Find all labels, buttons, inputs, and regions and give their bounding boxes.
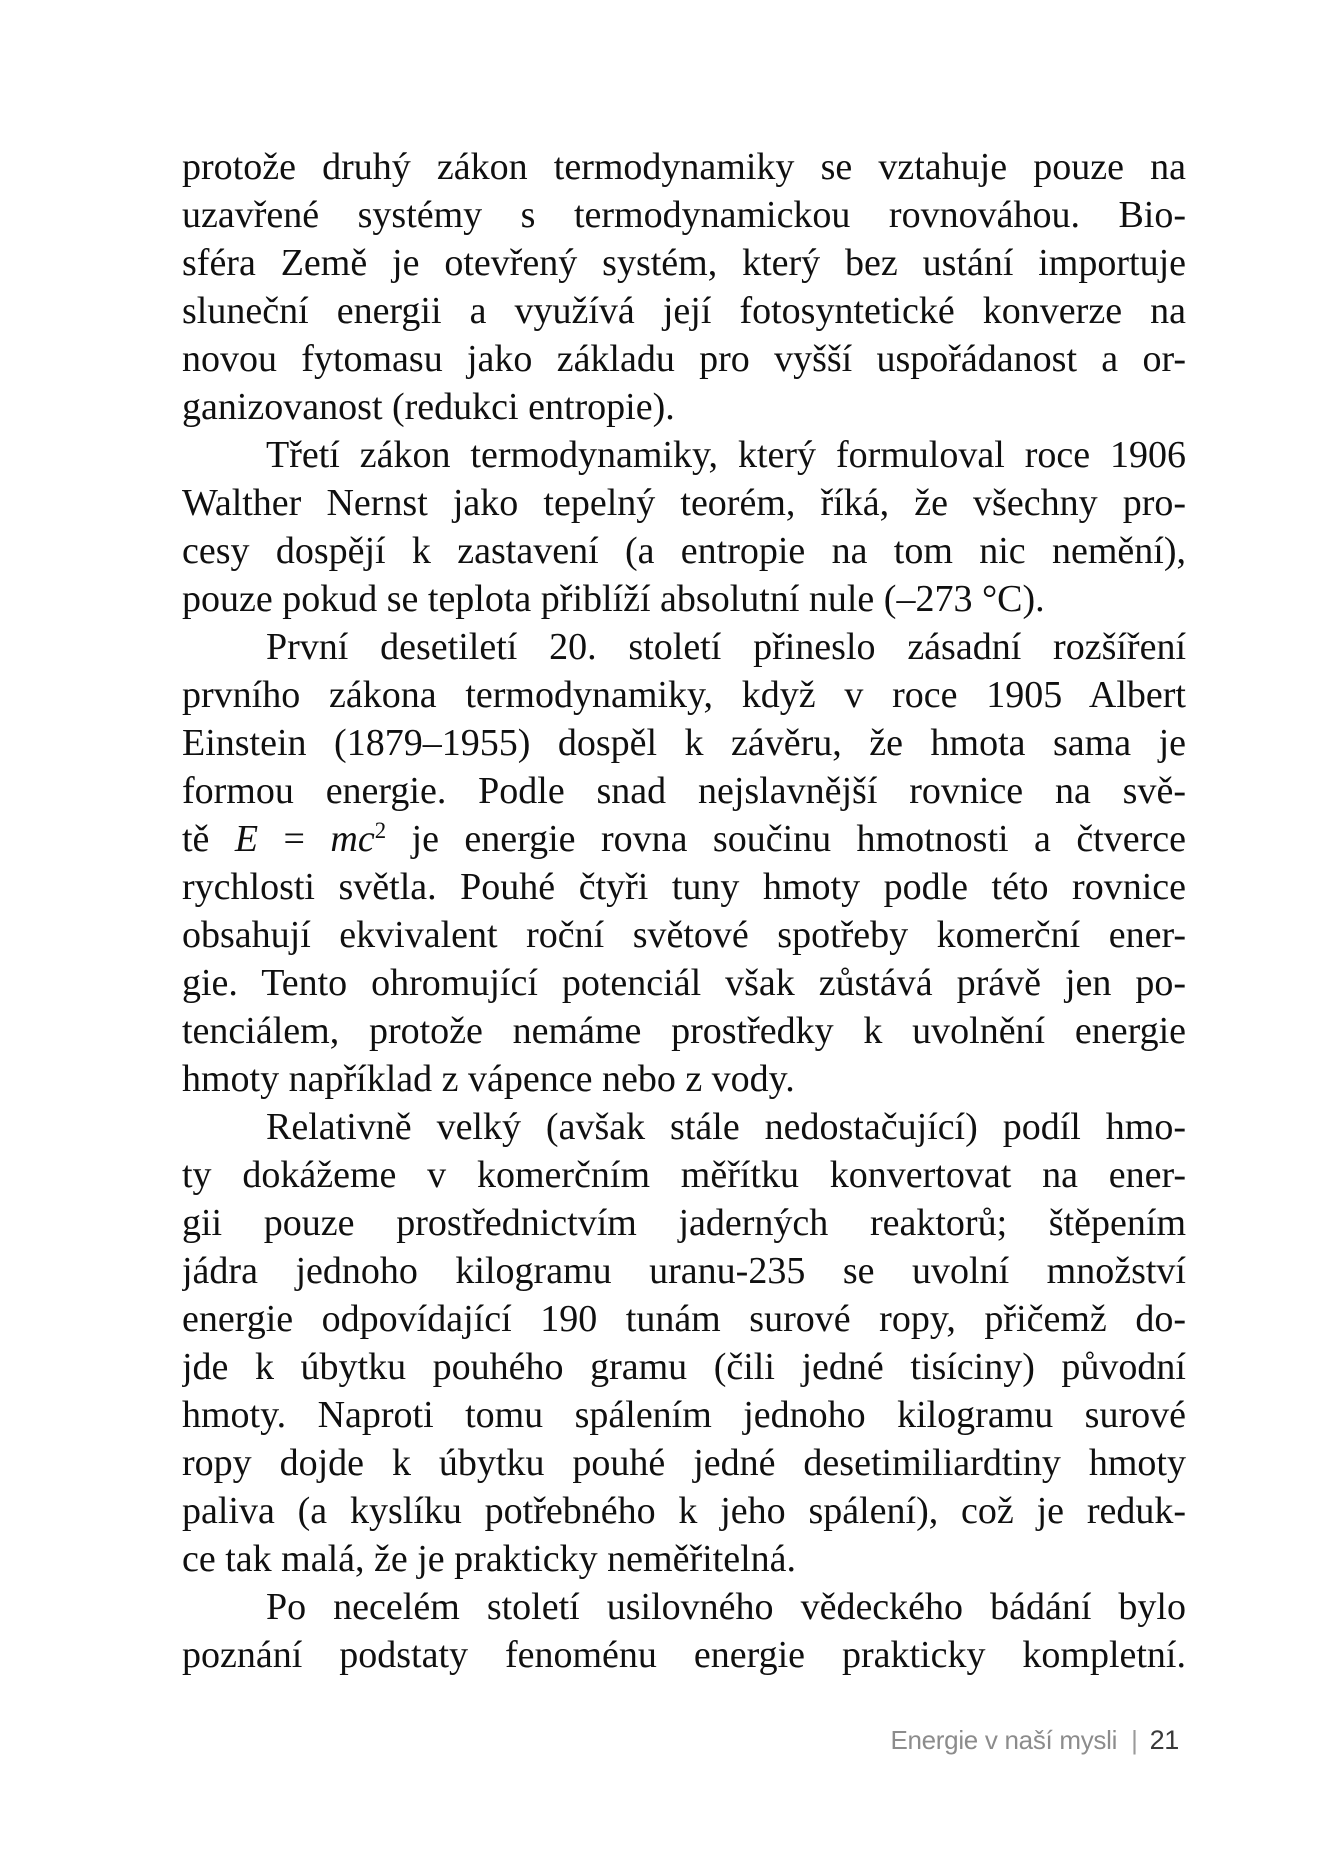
text-line: gii pouze prostřednictvím jaderných reaktorů; štěpením — [182, 1202, 1186, 1244]
page-number: 21 — [1149, 1725, 1179, 1755]
text-line: jádra jednoho kilogramu uranu-235 se uvolní množství — [182, 1250, 1186, 1292]
text-line: cesy dospějí k zastavení (a entropie na tom nic nemění), — [182, 530, 1186, 572]
text-segment: je energie rovna součinu hmotnosti a čtverce — [386, 818, 1186, 860]
text-line: Třetí zákon termodynamiky, který formuloval roce 1906 — [266, 434, 1186, 476]
text-line: novou fytomasu jako základu pro vyšší uspořádanost a or- — [182, 338, 1186, 380]
text-line: Walther Nernst jako tepelný teorém, říká, že všechny pro- — [182, 482, 1186, 524]
text-line: První desetiletí 20. století přineslo zásadní rozšíření — [266, 626, 1186, 668]
text-line: gie. Tento ohromující potenciál však zůstává právě jen po- — [182, 962, 1186, 1004]
body-text — [182, 143, 1186, 1679]
text-line — [182, 815, 1186, 863]
text-segment: tě — [182, 818, 235, 860]
text-line: ce tak malá, že je prakticky neměřitelná. — [182, 1538, 797, 1580]
text-line: uzavřené systémy s termodynamickou rovnováhou. Bio- — [182, 194, 1186, 236]
page-footer — [182, 1724, 1179, 1756]
text-line: poznání podstaty fenoménu energie prakticky kompletní. — [182, 1634, 1186, 1676]
paragraph-1 — [182, 143, 1186, 431]
paragraph-4 — [182, 1103, 1186, 1583]
text-line: Po necelém století usilovného vědeckého bádání bylo — [266, 1586, 1186, 1628]
text-line: formou energie. Podle snad nejslavnější rovnice na svě- — [182, 770, 1186, 812]
paragraph-2 — [182, 431, 1186, 623]
text-line: pouze pokud se teplota přiblíží absolutní nule (–273 °C). — [182, 578, 1045, 620]
text-line: Einstein (1879–1955) dospěl k závěru, že hmota sama je — [182, 722, 1186, 764]
running-head: Energie v naší mysli — [890, 1725, 1118, 1755]
text-line: Relativně velký (avšak stále nedostačující) podíl hmo- — [266, 1106, 1186, 1148]
text-line: protože druhý zákon termodynamiky se vztahuje pouze na — [182, 146, 1186, 188]
equation-exponent: 2 — [374, 818, 387, 844]
text-line: hmoty. Naproti tomu spálením jednoho kilogramu surové — [182, 1394, 1186, 1436]
text-line: prvního zákona termodynamiky, když v roce 1905 Albert — [182, 674, 1186, 716]
text-line: jde k úbytku pouhého gramu (čili jedné tisíciny) původní — [182, 1346, 1186, 1388]
text-line: sféra Země je otevřený systém, který bez ustání importuje — [182, 242, 1186, 284]
paragraph-3 — [182, 623, 1186, 1103]
text-line: ropy dojde k úbytku pouhé jedné desetimiliardtiny hmoty — [182, 1442, 1186, 1484]
equation-term: mc — [330, 818, 375, 860]
text-line: obsahují ekvivalent roční světové spotřeby komerční ener- — [182, 914, 1186, 956]
text-line: ganizovanost (redukci entropie). — [182, 386, 675, 428]
text-line: ty dokážeme v komerčním měřítku konvertovat na ener- — [182, 1154, 1186, 1196]
text-line: hmoty například z vápence nebo z vody. — [182, 1058, 795, 1100]
text-segment: = — [258, 818, 331, 860]
text-line: paliva (a kyslíku potřebného k jeho spálení), což je reduk- — [182, 1490, 1186, 1532]
text-line: tenciálem, protože nemáme prostředky k uvolnění energie — [182, 1010, 1186, 1052]
text-line: rychlosti světla. Pouhé čtyři tuny hmoty podle této rovnice — [182, 866, 1186, 908]
paragraph-5 — [182, 1583, 1186, 1679]
footer-separator-bar: | — [1131, 1725, 1138, 1755]
text-line: sluneční energii a využívá její fotosyntetické konverze na — [182, 290, 1186, 332]
text-line: energie odpovídající 190 tunám surové ropy, přičemž do- — [182, 1298, 1186, 1340]
equation-term: E — [234, 818, 259, 860]
